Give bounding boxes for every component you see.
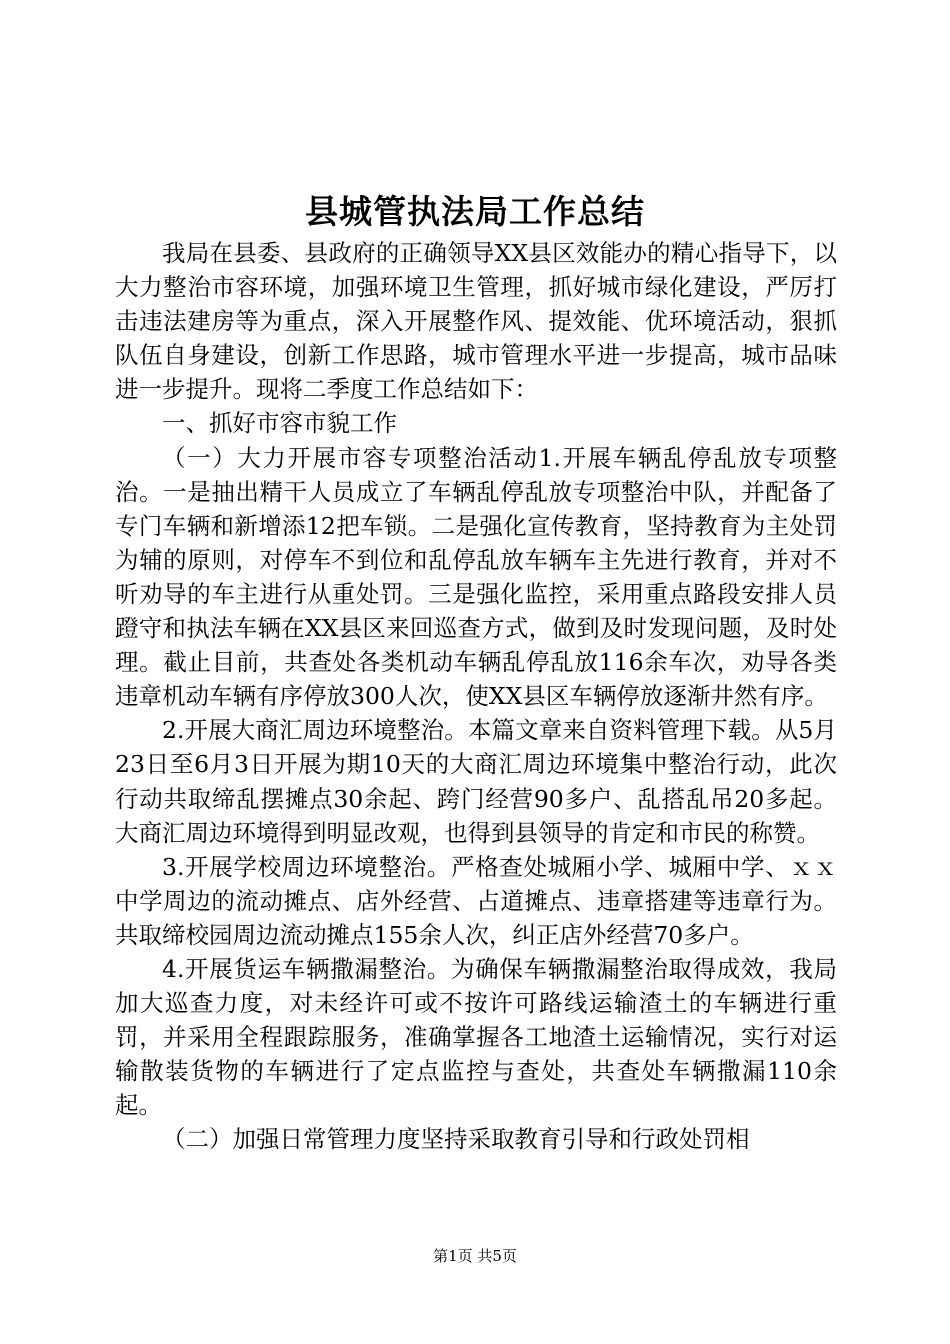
document-title: 县城管执法局工作总结 — [305, 192, 645, 231]
section-heading-1: 一、抓好市容市貌工作 — [162, 409, 397, 438]
intro-paragraph: 我局在县委、县政府的正确领导XX县区效能办的精心指导下，以大力整治市容环境，加强环境卫生管理，抓好城市绿化建设，严厉打击违法建房等为重点，深入开展整作风、提效能、优环境活动，狠抓队伍自身建设，创新工作思路，城市管理水平进一步提高，城市品味进一步提升。现将二季度工作总结如下： — [115, 239, 837, 404]
paragraph-dashanghui: 2.开展大商汇周边环境整治。本篇文章来自资料管理下载。从5月23日至6月3日开展为期10天的大商汇周边环境集中整治行动，此次行动共取缔乱摆摊点30余起、跨门经营90多户、乱搭乱吊20多起。大商汇周边环境得到明显改观，也得到县领导的肯定和市民的称赞。 — [115, 716, 837, 847]
paragraph-vehicle-parking: （一）大力开展市容专项整治活动1.开展车辆乱停乱放专项整治。一是抽出精干人员成立了车辆乱停乱放专项整治中队，并配备了专门车辆和新增添12把车锁。二是强化宣传教育，坚持教育为主处罚为辅的原则，对停车不到位和乱停乱放车辆车主先进行教育，并对不听劝导的车主进行从重处罚。三是强化监控，采用重点路段安排人员蹬守和执法车辆在XX县区来回巡查方式，做到及时发现问题，及时处理。截止目前，共查处各类机动车辆乱停乱放116余车次，劝导各类违章机动车辆有序停放300人次，使XX县区车辆停放逐渐井然有序。 — [115, 443, 837, 711]
document-body — [115, 236, 837, 1157]
paragraph-daily-management: （二）加强日常管理力度坚持采取教育引导和行政处罚相 — [162, 1125, 750, 1154]
page-footer: 第1页 共5页 — [433, 1247, 517, 1265]
paragraph-school-surroundings: 3.开展学校周边环境整治。严格查处城厢小学、城厢中学、ｘｘ中学周边的流动摊点、店外经营、占道摊点、违章搭建等违章行为。共取缔校园周边流动摊点155余人次，纠正店外经营70多户。 — [115, 852, 837, 949]
paragraph-freight-vehicles: 4.开展货运车辆撒漏整治。为确保车辆撒漏整治取得成效，我局加大巡查力度，对未经许可或不按许可路线运输渣土的车辆进行重罚，并采用全程跟踪服务，准确掌握各工地渣土运输情况，实行对运输散装货物的车辆进行了定点监控与查处，共查处车辆撒漏110余起。 — [115, 954, 837, 1120]
